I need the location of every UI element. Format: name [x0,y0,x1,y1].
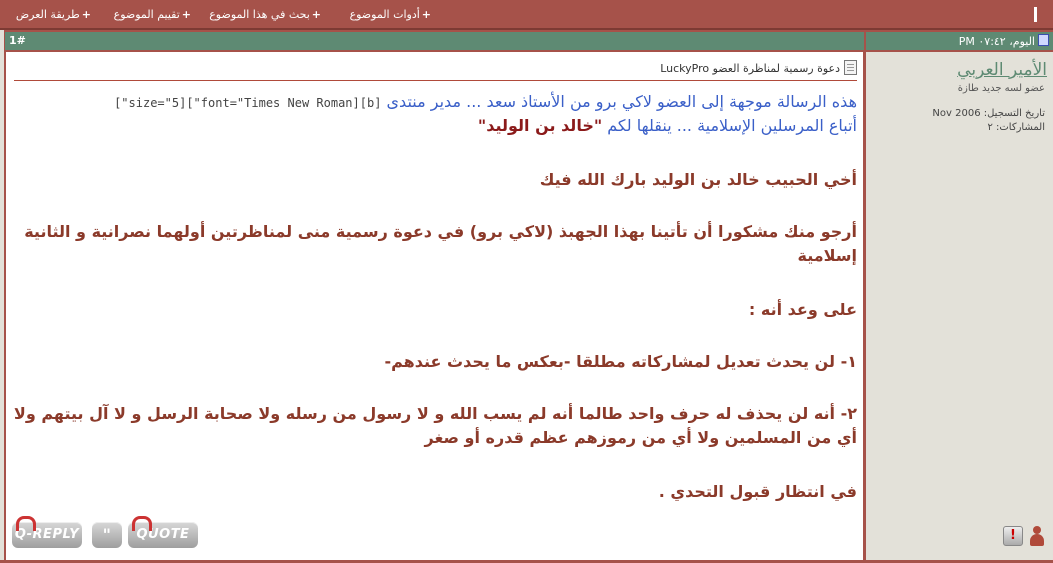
post-datetime: اليوم، ٠٧:٤٢ PM [958,35,1035,48]
join-date: تاريخ التسجيل: Nov 2006 [932,108,1045,119]
quoted-name: "خالد بن الوليد" [477,116,603,135]
thread-tools-menu[interactable] [350,8,431,21]
display-mode-label: طريقة العرض [15,8,80,21]
quote-label: QUOTE [136,527,190,542]
quote-button[interactable] [128,522,198,548]
quick-reply-label: Q-REPLY [14,527,80,542]
post-number-link[interactable]: 1# [9,34,26,47]
rate-thread-label: تقييم الموضوع [113,8,180,21]
post-content [6,52,863,560]
post-line-2 [478,116,857,135]
thread-tools-label: أدوات الموضوع [349,8,420,21]
display-mode-menu[interactable] [16,8,91,21]
paragraph-condition-1: ١- لن يحدث تعديل لمشاركاته مطلقا -بعكس ما يحدث عندهم- [384,352,857,371]
text-cursor [1034,7,1037,22]
post-icon [1038,34,1049,46]
paragraph-invitation-cont: إسلامية [797,246,857,265]
paragraph-condition-2: ٢- أنه لن يحذف له حرف واحد طالما أنه لم يسب الله و لا رسول من رسله ولا صحابة الرسل و لا آل بيتهم ولا [13,404,857,423]
candy-cane-icon [16,516,36,531]
post-header-bar [5,32,864,50]
post-line-1 [114,92,857,111]
plus-icon: + [421,8,431,21]
candy-cane-icon [132,516,152,531]
paragraph-promise: على وعد أنه : [748,300,857,319]
user-info-panel [866,52,1053,560]
thread-toolbar [0,0,1053,30]
post-title-text: دعوة رسمية لمناظرة العضو LuckyPro [660,62,840,75]
raw-bbcode: [b][font="Times New Roman"][size="5"] [114,96,382,110]
paragraph-greeting: أخي الحبيب خالد بن الوليد بارك الله فيك [539,170,857,189]
username-link[interactable]: الأمير العربي [957,60,1047,80]
paragraph-condition-2-cont: أي من المسلمين ولا أي من رموزهم عظم قدره أو صغر [424,428,857,447]
user-title: عضو لسه جديد طازة [957,83,1045,94]
intro-text-2: أتباع المرسلين الإسلامية ... ينقلها لكم [602,116,857,135]
quick-reply-button[interactable] [12,522,82,548]
plus-icon: + [311,8,321,21]
paragraph-closing: في انتظار قبول التحدي . [658,482,857,501]
multi-quote-label: " [102,525,112,544]
user-offline-icon [1029,526,1045,546]
search-thread-menu[interactable] [209,8,321,21]
rate-thread-menu[interactable] [114,8,191,21]
search-thread-label: بحث في هذا الموضوع [209,8,310,21]
title-divider [14,80,857,81]
plus-icon: + [81,8,91,21]
post-count: المشاركات: ٢ [987,122,1045,133]
paragraph-invitation: أرجو منك مشكورا أن تأتينا بهذا الجهبذ (لاكي برو) في دعوة رسمية منى لمناظرتين أولهما نصرانية و الثانية [24,222,857,241]
post-title [660,60,857,75]
multi-quote-button[interactable] [92,522,122,548]
plus-icon: + [181,8,191,21]
post-date-bar [866,32,1053,50]
report-post-icon[interactable]: ! [1003,526,1023,546]
document-icon [844,60,857,75]
intro-text: هذه الرسالة موجهة إلى العضو لاكي برو من الأستاذ سعد ... مدير منتدى [386,92,857,111]
